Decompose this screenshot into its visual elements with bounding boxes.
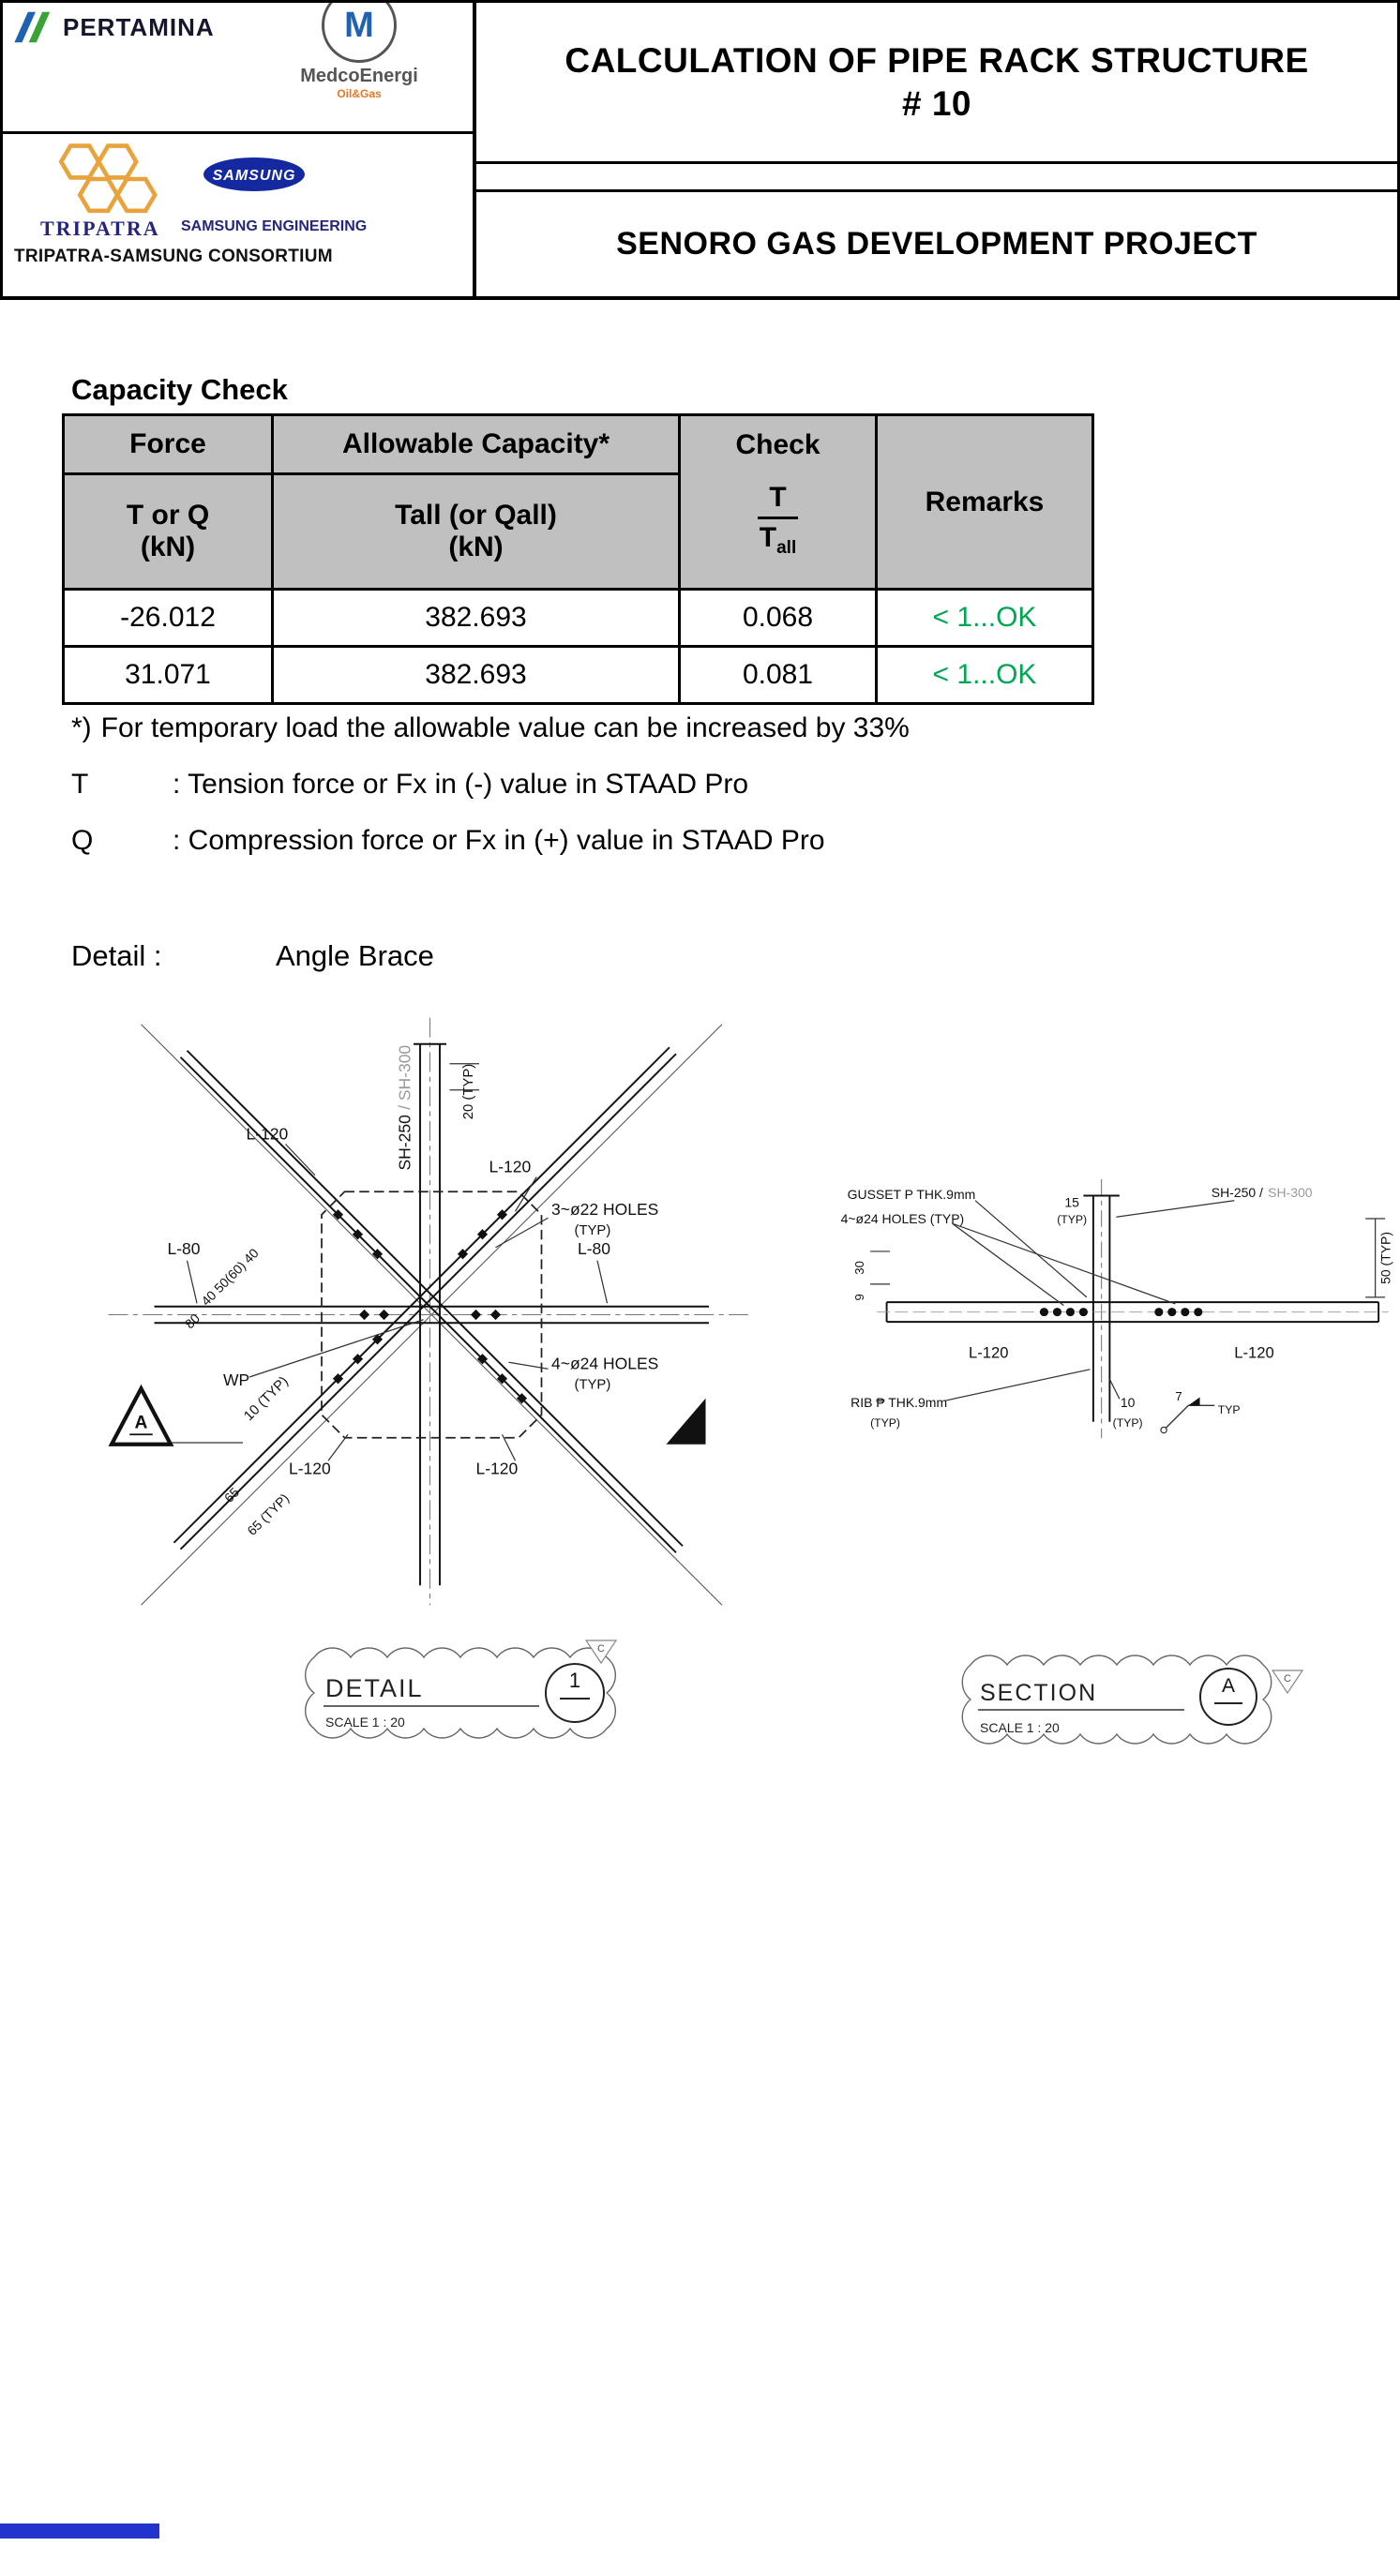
- capacity-check-heading: Capacity Check: [71, 373, 288, 406]
- project-title-cell: [476, 192, 1397, 296]
- check-value: 0.081: [680, 647, 877, 704]
- label-brace-ll: L-120: [289, 1459, 331, 1478]
- pertamina-arrows-icon: [14, 10, 55, 44]
- label-holes-22: 3~ø22 HOLES: [551, 1199, 659, 1219]
- leader-lines: [870, 1201, 1385, 1400]
- ratio-denominator: $T_{all}$: [759, 522, 797, 558]
- footer-blue-bar: [0, 2524, 159, 2539]
- table-row: [64, 647, 1093, 704]
- label-dim-10-typ: (TYP): [1112, 1416, 1143, 1430]
- label-rib-typ: (TYP): [870, 1416, 901, 1430]
- consortium-label: TRIPATRA-SAMSUNG CONSORTIUM: [14, 247, 333, 266]
- col-header-check: [680, 415, 877, 590]
- remark-value: < 1...OK: [877, 590, 1093, 647]
- logo-cell-top: [3, 3, 473, 134]
- label-rib: RIB ₱ THK.9mm: [851, 1395, 948, 1411]
- section-letter: A: [1221, 1675, 1236, 1697]
- weld-symbol: [1161, 1398, 1214, 1433]
- section-caption-title: SECTION: [980, 1680, 1098, 1706]
- section-caption: [961, 1648, 1308, 1753]
- tripatra-wordmark: TRIPATRA: [40, 217, 160, 240]
- label-dim-65-typ: 65 (TYP): [244, 1490, 293, 1538]
- label-weld-typ: TYP: [1217, 1403, 1241, 1417]
- detail-value: Angle Brace: [276, 939, 434, 972]
- label-dim-65: 65: [220, 1484, 243, 1505]
- document-title-line1: CALCULATION OF PIPE RACK STRUCTURE: [565, 40, 1309, 80]
- force-value: 31.071: [64, 647, 273, 704]
- revision-flag-letter: C: [1284, 1673, 1291, 1685]
- document-title-cell: [476, 3, 1397, 164]
- label-holes-24: 4~ø24 HOLES: [551, 1354, 659, 1373]
- label-member-right: L-120: [1234, 1343, 1274, 1362]
- dimension-ticks: [171, 1064, 479, 1443]
- detail-caption-title: DETAIL: [325, 1674, 424, 1702]
- label-dim-15-typ: (TYP): [1057, 1213, 1088, 1227]
- label-weld-size: 7: [1175, 1389, 1182, 1404]
- samsung-logo: [202, 155, 307, 194]
- label-gusset: GUSSET P THK.9mm: [847, 1186, 976, 1202]
- label-dim-9: 9: [852, 1294, 867, 1301]
- revision-flag-letter: C: [597, 1643, 605, 1655]
- ratio-numerator: T: [758, 482, 797, 519]
- label-dim-10: 10: [1120, 1395, 1136, 1411]
- label-column-section: SH-250/ SH-300: [395, 1044, 414, 1171]
- footnote-temporary-load: *) For temporary load the allowable value can be increased by 33%: [71, 712, 910, 743]
- label-work-point: WP: [223, 1370, 250, 1389]
- north-flag-icon: [667, 1399, 706, 1445]
- allowable-value: 382.693: [273, 590, 680, 647]
- section-marker-letter: A: [134, 1413, 148, 1433]
- samsung-engineering-wordmark: SAMSUNG ENGINEERING: [181, 218, 368, 234]
- medco-name: MedcoEnergi: [300, 66, 418, 86]
- label-dim-80: 80: [181, 1310, 203, 1332]
- section-caption-scale: SCALE 1 : 20: [980, 1720, 1060, 1735]
- col-header-force: Force: [64, 415, 273, 474]
- section-cut-marker: [112, 1388, 171, 1445]
- check-label: Check: [735, 429, 820, 460]
- table-row: [64, 590, 1093, 647]
- title-divider-band: [476, 164, 1397, 192]
- label-beam-right: L-80: [578, 1238, 611, 1258]
- detail-caption-line: Detail : Angle Brace: [71, 939, 434, 972]
- col-header-allowable: Allowable Capacity*: [273, 415, 680, 474]
- label-brace-ul: L-120: [246, 1124, 289, 1144]
- subheader-allowable: Tall (or Qall) (kN): [273, 474, 680, 590]
- tripatra-hexagons-icon: [48, 142, 170, 217]
- label-brace-ur: L-120: [489, 1157, 532, 1176]
- label-holes: 4~ø24 HOLES (TYP): [840, 1211, 965, 1227]
- logo-column: [3, 3, 476, 296]
- col-header-remarks: Remarks: [877, 415, 1093, 590]
- remark-value: < 1...OK: [877, 647, 1093, 704]
- check-value: 0.068: [680, 590, 877, 647]
- title-column: [476, 3, 1397, 296]
- document-title-line2: # 10: [901, 83, 971, 123]
- section-drawing: [837, 1173, 1400, 1453]
- detail-caption-scale: SCALE 1 : 20: [325, 1715, 405, 1730]
- label-member-left: L-120: [969, 1343, 1009, 1362]
- label-dim-50: 50 (TYP): [1377, 1231, 1393, 1284]
- label-dim-15: 15: [1064, 1194, 1079, 1210]
- capacity-check-table: [62, 413, 1094, 705]
- label-holes-24-typ: (TYP): [574, 1377, 611, 1393]
- check-ratio: [758, 482, 797, 559]
- pertamina-wordmark: PERTAMINA: [63, 12, 215, 41]
- title-block: [0, 0, 1400, 300]
- detail-drawing: [98, 1014, 755, 1609]
- allowable-value: 382.693: [273, 647, 680, 704]
- medco-subtitle: Oil&Gas: [337, 87, 382, 100]
- footnote-compression: Q : Compression force or Fx in (+) value in STAAD Pro: [71, 825, 825, 856]
- label-dim-10: 10 (TYP): [241, 1373, 292, 1425]
- project-title: SENORO GAS DEVELOPMENT PROJECT: [616, 226, 1257, 262]
- label-column-section: SH-250 / SH-300: [1211, 1185, 1313, 1201]
- label-dim-30: 30: [852, 1261, 867, 1275]
- force-value: -26.012: [64, 590, 273, 647]
- medcoenergi-logo: [284, 3, 434, 100]
- label-holes-22-typ: (TYP): [574, 1222, 611, 1238]
- detail-number: 1: [568, 1669, 581, 1692]
- detail-caption: [305, 1635, 620, 1753]
- footnote-tension: T : Tension force or Fx in (-) value in STAAD Pro: [71, 769, 749, 800]
- logo-cell-bottom: [3, 134, 473, 296]
- subheader-force: T or Q (kN): [64, 474, 273, 590]
- label-brace-lr: L-120: [475, 1459, 519, 1478]
- label-beam-left: L-80: [167, 1238, 201, 1258]
- pertamina-logo: [14, 10, 215, 44]
- medco-m-icon: M: [322, 3, 397, 63]
- samsung-wordmark: SAMSUNG: [212, 168, 296, 184]
- label-dim-40-50: 40 50(60) 40: [198, 1245, 262, 1309]
- footnotes: [71, 712, 910, 881]
- label-dim-20: 20 (TYP): [461, 1063, 476, 1120]
